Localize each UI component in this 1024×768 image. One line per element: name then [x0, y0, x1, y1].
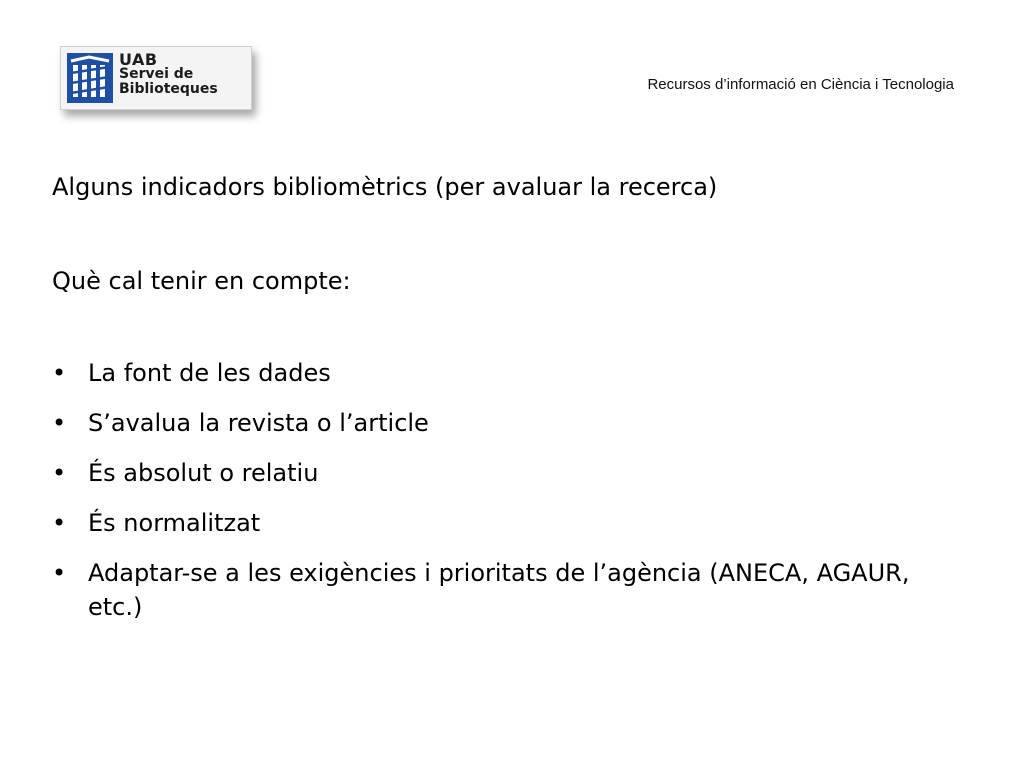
bullet-icon: • [52, 409, 67, 437]
bullet-icon: • [52, 459, 67, 487]
bullet-text: Adaptar-se a les exigències i prioritats de l’agència (ANECA, AGAUR, etc.) [88, 559, 910, 621]
bullet-icon: • [52, 559, 67, 587]
uab-library-logo [60, 46, 252, 110]
bullet-list [52, 356, 952, 624]
bullet-item [52, 506, 952, 540]
bullet-text: És normalitzat [88, 509, 261, 537]
bullet-item [52, 356, 952, 390]
slide-subtitle: Què cal tenir en compte: [52, 267, 351, 295]
logo-text [119, 52, 218, 97]
logo-line-uab: UAB [119, 50, 158, 69]
bullet-item [52, 556, 952, 624]
uab-logo-icon [67, 53, 113, 103]
bullet-icon: • [52, 509, 67, 537]
logo-line-servei: Servei de [119, 66, 194, 82]
header-title: Recursos d’informació en Ciència i Tecnologia [647, 76, 954, 93]
bullet-icon: • [52, 359, 67, 387]
slide-content [52, 170, 952, 640]
slide-title: Alguns indicadors bibliomètrics (per avaluar la recerca) [52, 173, 718, 201]
bullet-item [52, 406, 952, 440]
logo-line-biblioteques: Biblioteques [119, 81, 218, 97]
bullet-text: S’avalua la revista o l’article [88, 409, 429, 437]
bullet-text: La font de les dades [88, 359, 331, 387]
bullet-text: És absolut o relatiu [88, 459, 319, 487]
bullet-item [52, 456, 952, 490]
